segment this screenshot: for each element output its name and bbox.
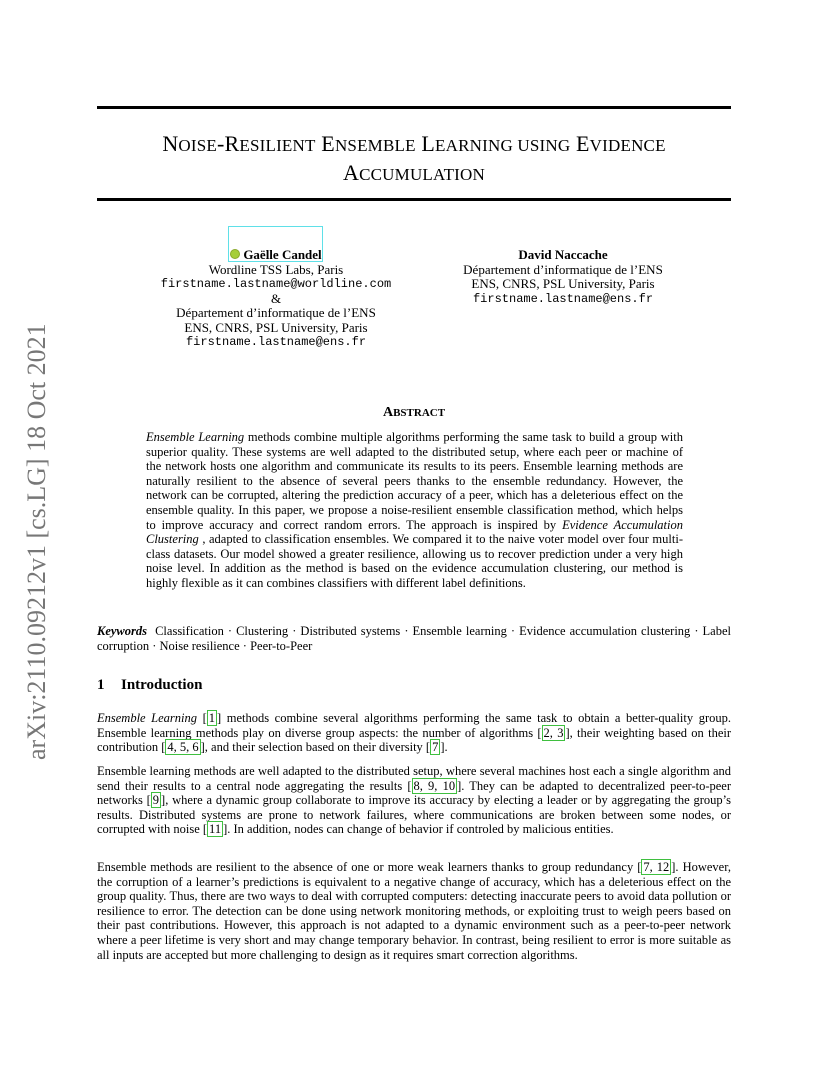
- citation-link[interactable]: 7: [432, 740, 439, 755]
- title-line-1: NOISE-RESILIENT ENSEMBLE LEARNING USING EVIDENCE: [162, 131, 666, 156]
- citation-link[interactable]: 7, 12: [643, 860, 670, 874]
- citation-link[interactable]: 9: [152, 793, 160, 808]
- keywords: [97, 624, 731, 653]
- author-name: Gaëlle Candel: [150, 248, 402, 263]
- title-line-2: ACCUMULATION: [342, 160, 486, 185]
- section-heading-introduction: 1 Introduction: [97, 677, 203, 693]
- paragraph: Ensemble methods are resilient to the absence of one or more weak learners thanks to group redundancy [ 7, 12 ]. However, the corruption of a learner’s predictions is equivalent to a negative change of accuracy, which has a deleterious effect on the group quality. Thus, there are two ways to deal with corrupted computers: detecting inaccurate peers to avoid data pollution or resilience to error. The detection can be done using network monitoring methods, or exploiting trust to weigh peers based on their past contributions. However, this approach is not adapted to a dynamic environment such as a peer-to-peer network where a peer lifetime is very short and may change temporary behavior. In contrast, being resilient to error is more suitable as all inputs are accepted but more challenging to design as it requires smart correction algorithms.: [97, 860, 732, 962]
- citation-link[interactable]: 2, 3: [543, 725, 564, 740]
- author-block-1: [150, 248, 402, 350]
- paragraph: Ensemble Learning [ 1 ] methods combine several algorithms performing the same task to obtain a better-quality group. Ensemble learning methods play on diverse group aspects: the number of algorithms [ 2, 3 ], their weighting based on their contribution [ 4, 5, 6 ], and their selection based on their diversity [ 7 ].: [97, 711, 732, 755]
- author-affiliation: ENS, CNRS, PSL University, Paris: [184, 319, 368, 335]
- title-rule-top: [97, 106, 731, 109]
- citation-link[interactable]: 8, 9, 10: [413, 778, 456, 793]
- author-email[interactable]: firstname.lastname@worldline.com: [160, 277, 392, 291]
- author-affiliation: Wordline TSS Labs, Paris: [208, 261, 344, 277]
- paper-title: [97, 130, 731, 188]
- citation-link[interactable]: 11: [209, 822, 222, 837]
- abstract-body: Ensemble Learning methods combine multiple algorithms performing the same task to build a group with superior quality. These systems are well adapted to the distributed setup, where each peer or machine of the network hosts one algorithm and communicate its results to its peers. Ensemble learning methods are naturally resilient to the absence of several peers thanks to the ensemble redundancy. However, the network can be corrupted, altering the prediction accuracy of a peer, which has a deleterious effect on the ensemble quality. In this paper, we propose a noise-resilient ensemble classification method, which helps to improve accuracy and correct random errors. The approach is inspired by Evidence Accumulation Clustering , adapted to classification ensembles. We compared it to the naive voter model over four multi-class datasets. Our model showed a greater resilience, allowing us to recover prediction under a very high noise level. In addition as the method is based on the evidence accumulation clustering, our method is highly flexible as it can combines classifiers with different label definitions.: [146, 430, 683, 590]
- keywords-label: Keywords: [97, 624, 147, 638]
- orcid-icon[interactable]: [230, 249, 240, 259]
- author-affiliation: Département d’informatique de l’ENS: [176, 305, 376, 320]
- paragraph: Ensemble learning methods are well adapted to the distributed setup, where several machines host each a single algorithm and send their results to a central node aggregating the results [ 8, 9, 10 ]. They can be adapted to decentralized peer-to-peer networks [ 9 ], where a dynamic group collaborate to improve its accuracy by electing a leader or by aggregating the group’s results. Distributed systems are prone to network failures, where communications are broken between some nodes, or corrupted with noise [ 11 ]. In addition, nodes can change of behavior if controled by malicious entities.: [97, 764, 731, 837]
- author-name: David Naccache: [518, 247, 608, 262]
- author-separator: &: [270, 290, 282, 306]
- author-affiliation: Département d’informatique de l’ENS: [463, 261, 663, 277]
- abstract-heading: ABSTRACT: [382, 405, 446, 420]
- citation-link[interactable]: 1: [208, 711, 215, 725]
- title-rule-bottom: [97, 198, 731, 201]
- arxiv-sidebar-stamp: arXiv:2110.09212v1 [cs.LG] 18 Oct 2021: [22, 323, 51, 760]
- author-block-2: [438, 248, 688, 306]
- author-email[interactable]: firstname.lastname@ens.fr: [472, 291, 654, 306]
- author-email[interactable]: firstname.lastname@ens.fr: [185, 335, 367, 349]
- author-affiliation: ENS, CNRS, PSL University, Paris: [471, 276, 655, 291]
- citation-link[interactable]: 4, 5, 6: [167, 740, 199, 755]
- keywords-list: Classification · Clustering · Distributed systems · Ensemble learning · Evidence accumulation clustering · Label corruption · Noise resilience · Peer-to-Peer: [97, 624, 732, 653]
